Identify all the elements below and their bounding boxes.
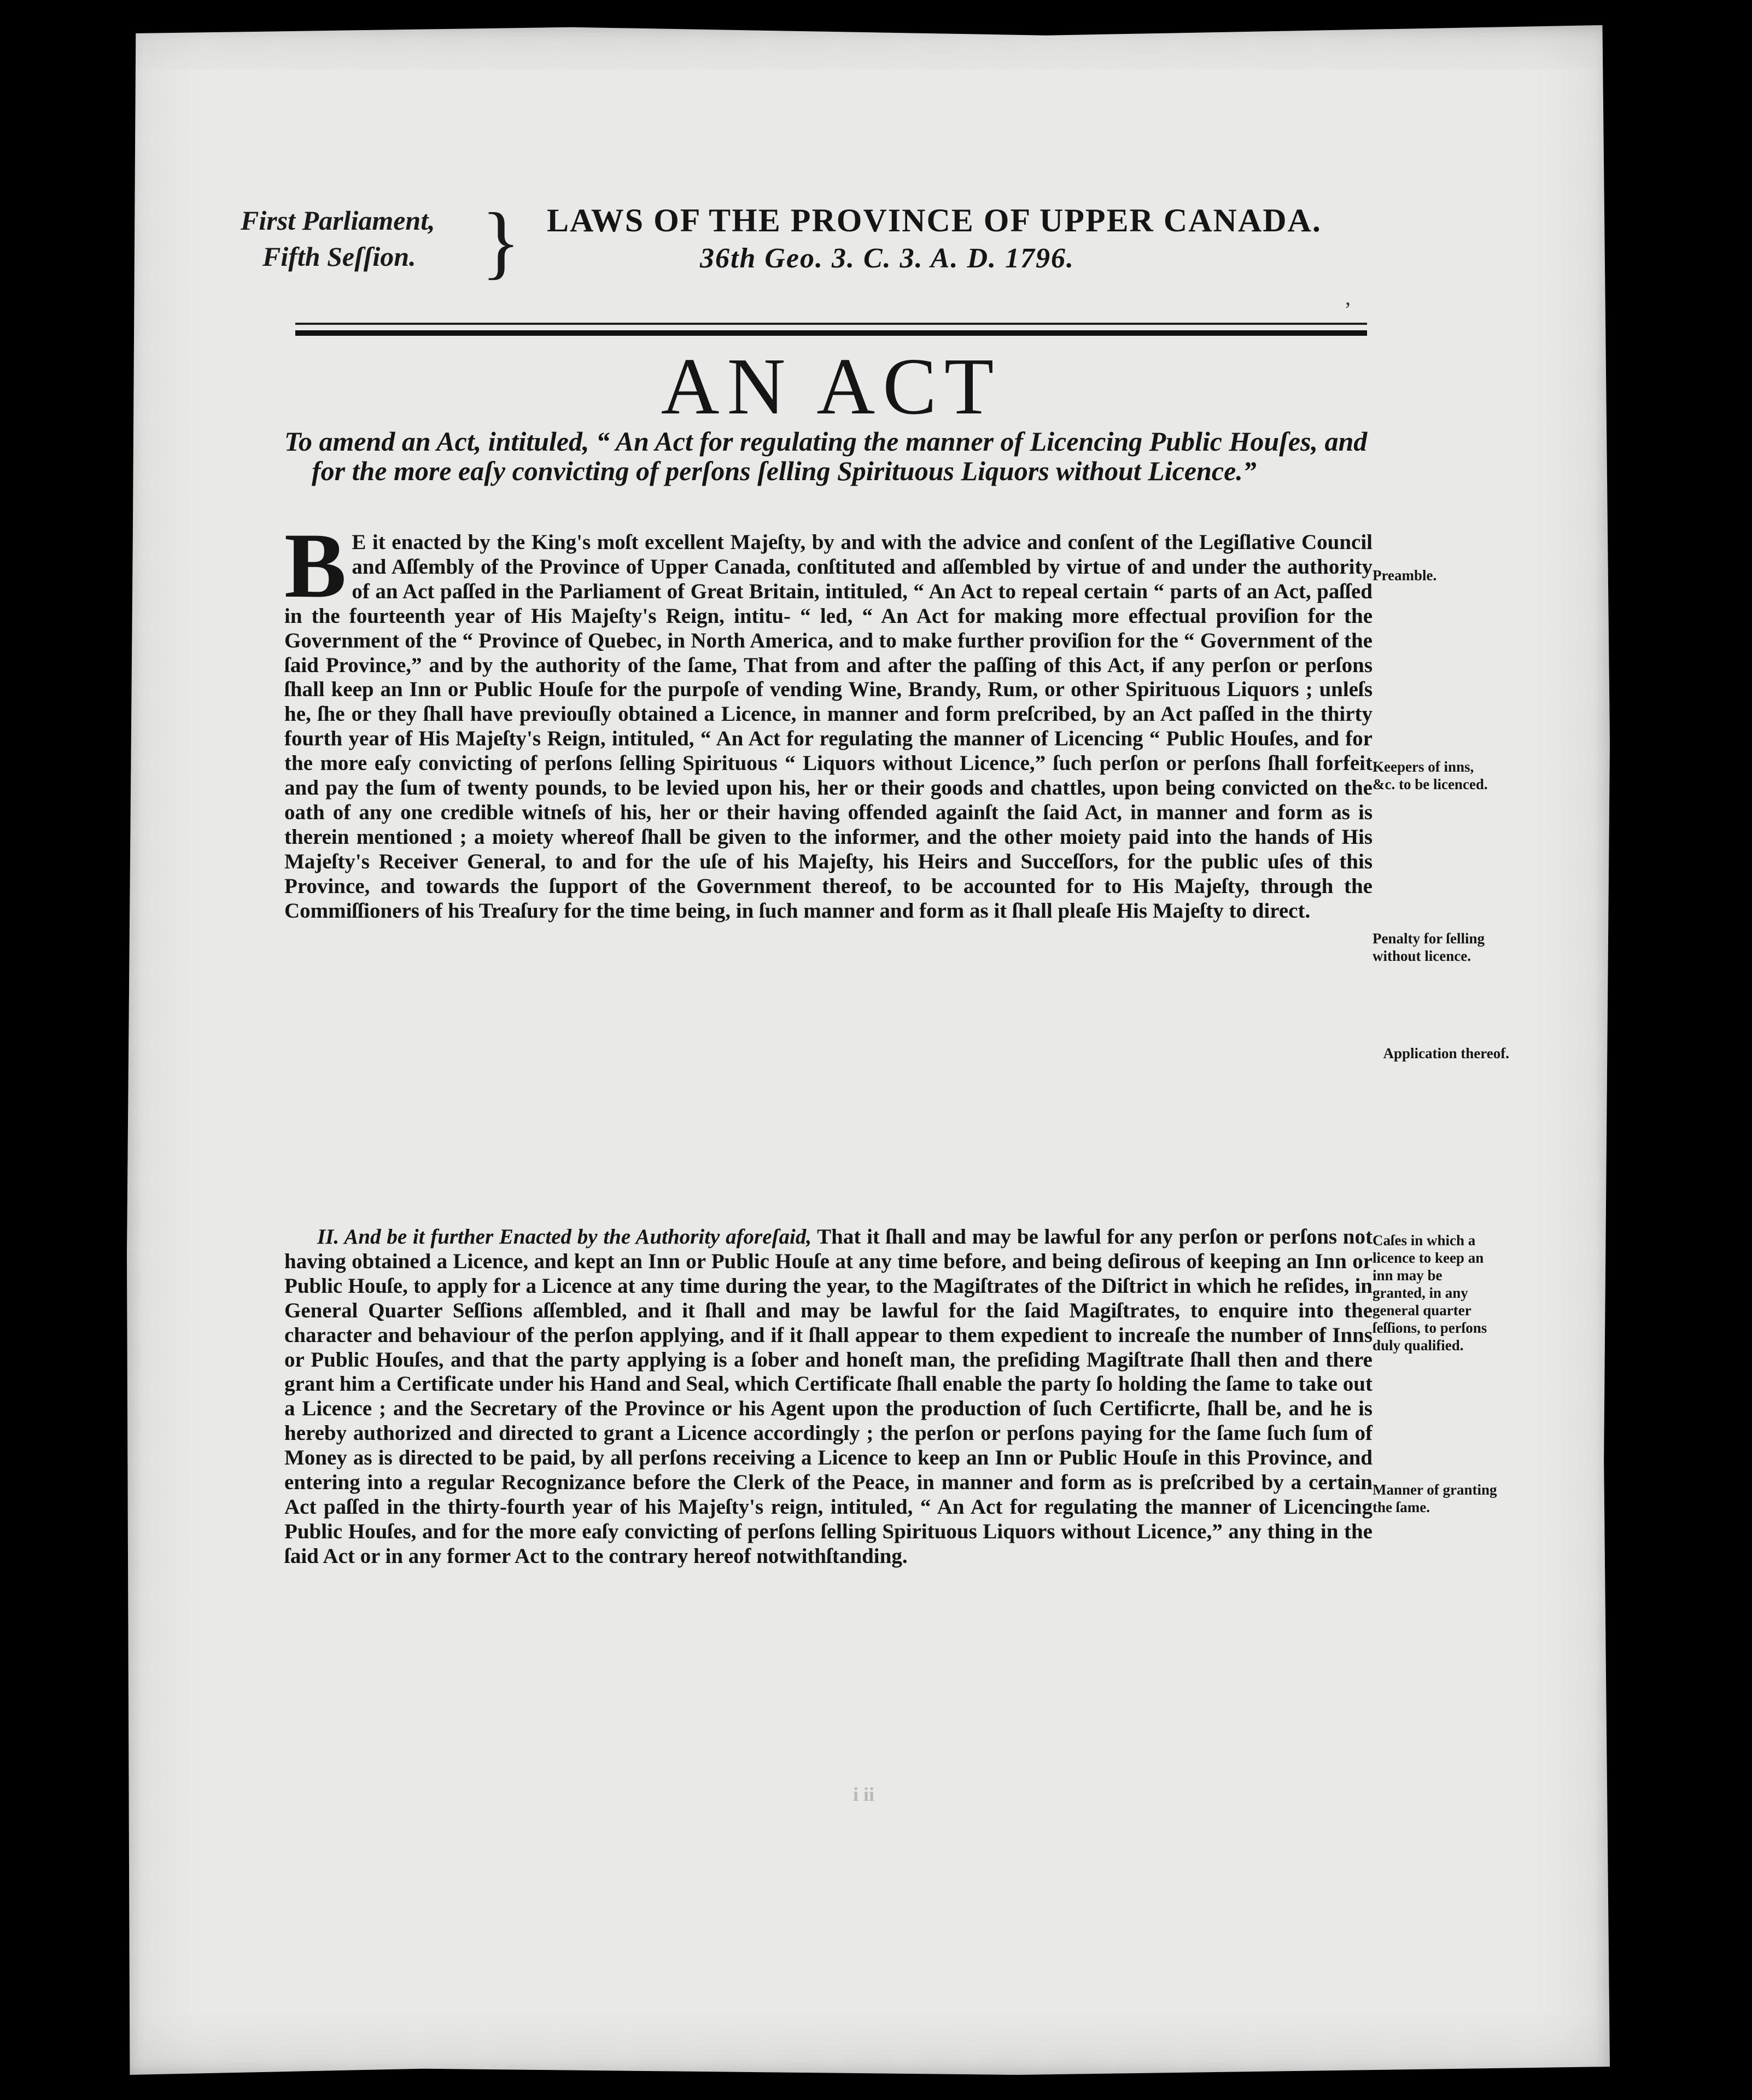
session-line-1: First Parliament, — [241, 205, 435, 236]
statute-reference: 36th Geo. 3. C. 3. A. D. 1796. — [700, 243, 1074, 274]
margin-note-preamble: Preamble. — [1373, 567, 1437, 584]
session-label — [241, 202, 481, 275]
margin-note-manner: Manner of granting the ſame. — [1373, 1481, 1497, 1515]
act-heading: AN ACT — [661, 342, 1002, 431]
paragraph-2 — [284, 1225, 1373, 1569]
session-line-2: Fifth Seſſion. — [262, 241, 416, 272]
margin-note-cases: Caſes in which a licence to keep an inn may be granted, in any general quarter ſeſſions, to perſons duly qualified. — [1373, 1232, 1487, 1354]
ink-smudge: i ii — [853, 1783, 875, 1805]
paragraph-1 — [284, 514, 1373, 924]
brace-glyph: } — [481, 196, 521, 287]
margin-note-keepers: Keepers of inns, &c. to be licenced. — [1373, 759, 1488, 792]
margin-note-application: Application thereof. — [1383, 1045, 1509, 1061]
paragraph-2-lead: II. And be it further Enacted by the Authority aforeſaid, — [317, 1225, 812, 1249]
tick-mark: , — [1345, 285, 1351, 310]
header-rule-thin — [295, 323, 1367, 325]
paragraph-2-text: That it ſhall and may be lawful for any perſon or perſons not having obtained a Licence, and kept an Inn or Public Houſe at any time before, and being deſirous of keeping an Inn or Public Houſe, to apply for a Licence at any time during the year, to the Magiſtrates of the Diſtrict in which he reſides, in General Quarter Seſſions aſſembled, and it ſhall and may be lawful for the ſaid Magiſtrates, to enquire into the character and behaviour of the perſon applying, and if it ſhall appear to them expedient to increaſe the number of Inns or Public Houſes, and that the party applying is a ſober and honeſt man, the preſiding Magiſtrate ſhall then and there grant him a Certificate under his Hand and Seal, which Certificate ſhall enable the party ſo holding the ſame to take out a Licence ; and the Secretary of the Province or his Agent upon the production of ſuch Certificrte, ſhall be, and he is hereby authorized and directed to grant a Licence accordingly ; the perſon or perſons paying for the ſame ſuch ſum of Money as is directed to be paid, by all perſons receiving a Licence to keep an Inn or Public Houſe in this Province, and entering into a regular Recognizance before the Clerk of the Peace, in manner and form as is preſcribed by a certain Act paſſed in the thirty-fourth year of his Majeſty's reign, intituled, “ An Act for regulating the manner of Licencing Public Houſes, and for the more eaſy convicting of perſons ſelling Spirituous Liquors without Licence,” any thing in the ſaid Act or in any former Act to the contrary hereof notwithſtanding. — [284, 1225, 1373, 1568]
drop-cap: B — [284, 514, 347, 617]
laws-title: LAWS OF THE PROVINCE OF UPPER CANADA. — [547, 202, 1322, 238]
act-subtitle: To amend an Act, intituled, “ An Act for regulating the manner of Licencing Public Houſes, and for the more eaſy convicting of perſons ſelling Spirituous Liquors without Licence.” — [284, 426, 1368, 486]
margin-note-penalty: Penalty for ſelling without licence. — [1373, 930, 1485, 964]
paragraph-1-text: E it enacted by the King's moſt excellent Majeſty, by and with the advice and conſent of the Legiſlative Council and Aſſembly of the Province of Upper Canada, conſtituted and aſſembled by virtue of and under the authority of an Act paſſed in the Parliament of Great Britain, intituled, “ An Act to repeal certain “ parts of an Act, paſſed in the fourteenth year of His Majeſty's Reign, intitu- “ led, “ An Act for making more effectual proviſion for the Government of the “ Province of Quebec, in North America, and to make further proviſion for the “ Government of the ſaid Province,” and by the authority of the ſame, That from and after the paſſing of this Act, if any perſon or perſons ſhall keep an Inn or Public Houſe for the purpoſe of vending Wine, Brandy, Rum, or other Spirituous Liquors ; unleſs he, ſhe or they ſhall have previouſly obtained a Licence, in manner and form preſcribed, by an Act paſſed in the thirty fourth year of His Majeſty's Reign, intituled, “ An Act for regulating the manner of Licencing “ Public Houſes, and for the more eaſy convicting of perſons ſelling Spirituous “ Liquors without Licence,” ſuch perſon or perſons ſhall forfeit and pay the ſum of twenty pounds, to be levied upon his, her or their goods and chattles, upon being convicted on the oath of any one credible witneſs of his, her or their having offended againſt the ſaid Act, in manner and form as is therein mentioned ; a moiety whereof ſhall be given to the informer, and the other moiety paid into the hands of His Majeſty's Receiver General, to and for the uſe of his Majeſty, his Heirs and Succeſſors, for the public uſes of this Province, and towards the ſupport of the Government thereof, to be accounted for to His Majeſty, through the Commiſſioners of his Treaſury for the time being, in ſuch manner and form as it ſhall pleaſe His Majeſty to direct. — [284, 530, 1373, 923]
